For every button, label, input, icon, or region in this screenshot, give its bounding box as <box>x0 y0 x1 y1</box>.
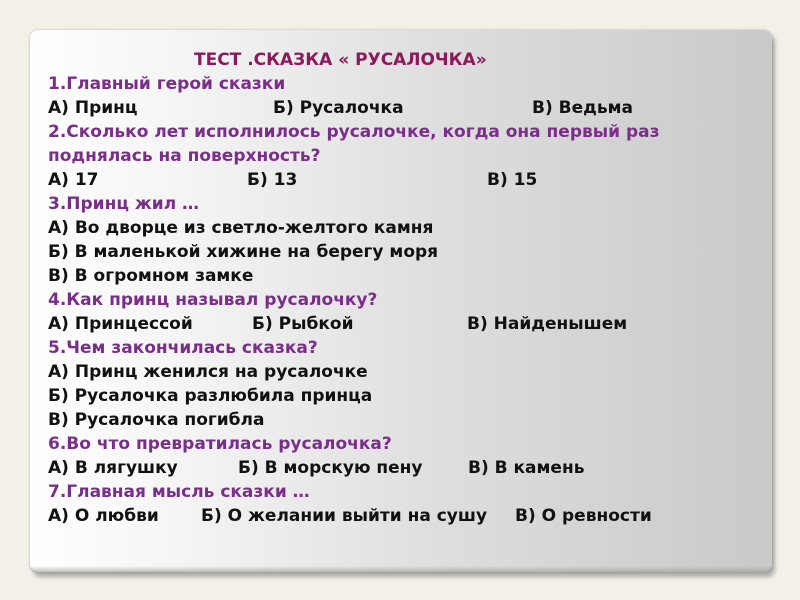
q4-answer-c: В) Найденышем <box>467 314 628 334</box>
q6-answer-a: А) В лягушку <box>48 458 178 478</box>
question-3: 3.Принц жил … <box>48 194 200 214</box>
q4-answer-b: Б) Рыбкой <box>252 314 354 334</box>
q3-answer-a: А) Во дворце из светло-желтого камня <box>48 218 434 238</box>
q2-answer-c: В) 15 <box>487 170 538 190</box>
q5-answer-c: В) Русалочка погибла <box>48 410 265 430</box>
question-5: 5.Чем закончилась сказка? <box>48 338 318 358</box>
q5-answer-a: А) Принц женился на русалочке <box>48 362 368 382</box>
question-1: 1.Главный герой сказки <box>48 74 286 94</box>
q1-answer-a: А) Принц <box>48 98 138 118</box>
q1-answer-c: В) Ведьма <box>532 98 633 118</box>
test-title: ТЕСТ .СКАЗКА « РУСАЛОЧКА» <box>194 50 487 70</box>
q7-answer-c: В) О ревности <box>515 506 652 526</box>
q3-answer-c: В) В огромном замке <box>48 266 254 286</box>
q7-answer-a: А) О любви <box>48 506 159 526</box>
q6-answer-c: В) В камень <box>468 458 585 478</box>
q4-answer-a: А) Принцессой <box>48 314 193 334</box>
q5-answer-b: Б) Русалочка разлюбила принца <box>48 386 373 406</box>
q6-answer-b: Б) В морскую пену <box>238 458 423 478</box>
question-4: 4.Как принц называл русалочку? <box>48 290 378 310</box>
q1-answer-b: Б) Русалочка <box>273 98 404 118</box>
q2-answer-b: Б) 13 <box>247 170 298 190</box>
question-7: 7.Главная мысль сказки … <box>48 482 310 502</box>
question-2-line-2: поднялась на поверхность? <box>48 146 321 166</box>
q7-answer-b: Б) О желании выйти на сушу <box>201 506 488 526</box>
question-2-line-1: 2.Сколько лет исполнилось русалочке, когда она первый раз <box>48 122 660 142</box>
question-6: 6.Во что превратилась русалочка? <box>48 434 392 454</box>
q2-answer-a: А) 17 <box>48 170 99 190</box>
q3-answer-b: Б) В маленькой хижине на берегу моря <box>48 242 439 262</box>
